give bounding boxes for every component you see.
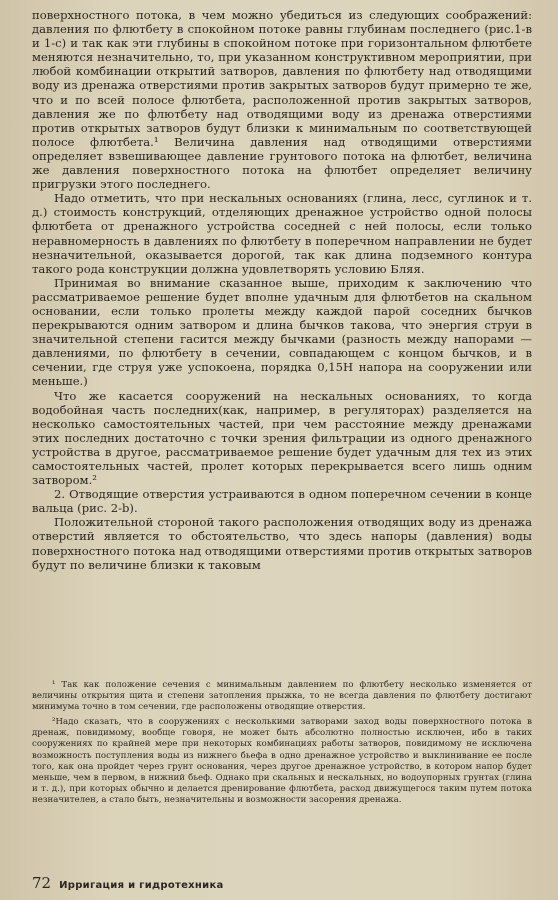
body-text	[32, 8, 532, 572]
footnote-2: ²Надо сказать, что в сооружениях с несколькими затворами заход воды поверхностного потока в дренаж, повидимому, вообще говоря, не может быть абсолютно полностью исключен, ибо в таких сооружениях по крайней мере при некоторых комбинациях работы затворов, повидимому не исключена возможность поступления воды из нижнего бьефа в одно дренажное устройство и выклинивание ее после того, как она пройдет через грунт основания, через другое дренажное устройство, в котором напор будет меньше, чем в первом, в нижний бьеф. Однако при скальных и нескальных, но водоупорных грунтах (глина и т. д.), при которых обычно и делается дренирование флютбета, расход движущегося таким путем потока незначителен, а стало быть, незначительны и возможности засорения дренажа.	[32, 717, 532, 805]
paragraph-6: Положительной стороной такого расположения отводящих воду из дренажа отверстий является то обстоятельство, что здесь напоры (давления) воды поверхностного потока над отводящими отверстиями против открытых затворов будут по величине близки к таковым	[32, 515, 532, 572]
page-footer	[32, 874, 532, 892]
paragraph-3: Принимая во внимание сказанное выше, приходим к заключению что рассматриваемое решение будет вполне удачным для флютбетов на скальном основании, если только пролеты между каждой парой соседних бычков перекрываются одним затвором и длина бычков такова, что энергия струи в значительной степени гасится между бычками (разность между напорами — давлениями, по флютбету в сечении, совпадающем с концом бычков, и в сечении, где струя уже успокоена, порядка 0,15Н напора на сооружении или меньше.)	[32, 275, 532, 389]
paragraph-1: поверхностного потока, в чем можно убедиться из следующих соображений: давления по флютбету в спокойном потоке равны глубинам последнего (рис.1-в и 1-с) и так как эти глубины в спокойном потоке при горизонтальном флютбете меняются незначительно, то, при указанном конструктивном мероприятии, при любой комбинации открытий затворов, давления по флютбету над отводящими воду из дренажа отверстиями против закрытых затворов будут примерно те же, что и по всей полосе флютбета, расположенной против закрытых затворов, давления же по флютбету над отводящими воду из дренажа отверстиями против открытых затворов будут близки к минимальным по соответствующей полосе флютбета.¹ Величина давления над отводящими отверстиями определяет взвешивающее давление грунтового потока на флютбет, величина же давления поверхностного потока на флютбет определяет величину пригрузки этого последнего.	[32, 8, 532, 192]
paragraph-2: Надо отметить, что при нескальных основаниях (глина, лесс, суглинок и т. д.) стоимость конструкций, отделяющих дренажное устройство одной полосы флютбета от дренажного устройства соседней с ней полосы, если только неравномерность в давлениях по флютбету в поперечном направлении не будет незначительной, оказывается дорогой, так как длина подземного контура такого рода конструкции должна удовлетворять условию Бляя.	[32, 191, 532, 276]
page-number: 72	[32, 874, 52, 892]
footnotes	[32, 680, 532, 810]
running-title: Ирригация и гидротехника	[59, 880, 224, 891]
paragraph-5: 2. Отводящие отверстия устраиваются в одном поперечном сечении в конце вальца (рис. 2-b).	[32, 487, 532, 516]
footnote-1: ¹ Так как положение сечения с минимальным давлением по флютбету несколько изменяется от величины открытия щита и степени затопления прыжка, то не всегда давления по флютбету достигают минимума точно в том сечении, где расположены отводящие отверстия.	[32, 680, 532, 713]
paragraph-4: Что же касается сооружений на нескальных основаниях, то когда водобойная часть последних(как, например, в регуляторах) разделяется на несколько самостоятельных частей, при чем расстояние между дренажами этих последних достаточно с точки зрения фильтрации из одного дренажного устройства в другое, рассматриваемое решение будет удачным для тех из этих самостоятельных частей, пролет которых перекрывается всего лишь одним затвором.²	[32, 388, 532, 488]
